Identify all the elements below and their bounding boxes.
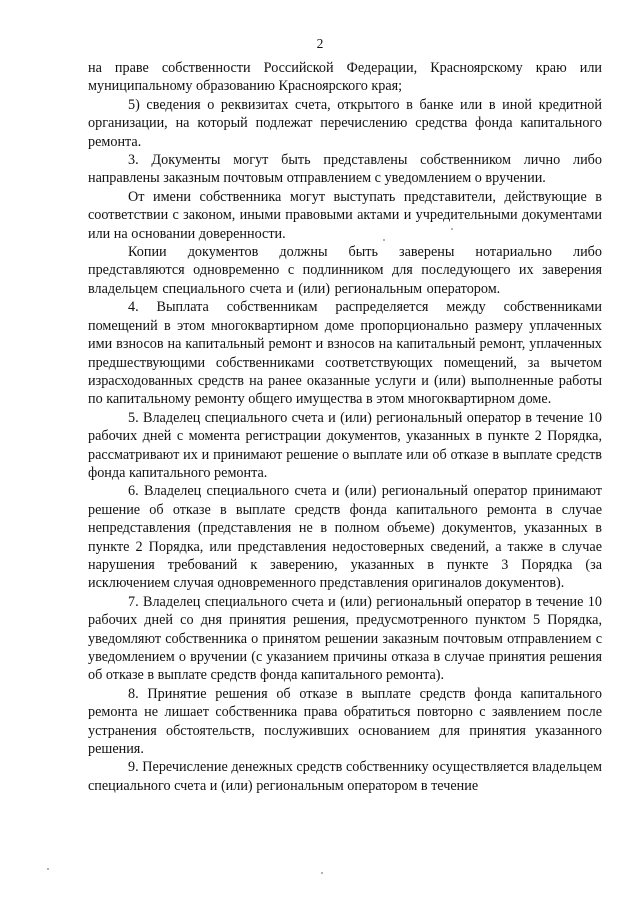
paragraph-continuation: на праве собственности Российской Федерации, Красноярскому краю или муниципальному образованию Красноярского края; [88,60,602,95]
page-number: 2 [316,36,324,51]
paragraph-item-6-refusal: 6. Владелец специального счета и (или) региональный оператор принимают решение об отказе в выплате средств фонда капитального ремонта в случае непредставления (представления не в полном объеме) документов, указанных в пункте 2 Порядка, или представления недостоверных сведений, а также в случае нарушения требований к заверению, указанных в пункте 3 Порядка (за исключением случая одновременного представления оригиналов документов). [88,483,602,592]
paragraph-item-7-notification: 7. Владелец специального счета и (или) региональный оператор в течение 10 рабочих дней со дня принятия решения, предусмотренного пунктом 5 Порядка, уведомляют собственника о принятом решении заказным почтовым отправлением с уведомлением о вручении (с указанием причины отказа в случае принятия решения об отказе в выплате средств фонда капитального ремонта). [88,593,602,684]
scan-speck [321,872,323,874]
document-body [88,59,602,795]
paragraph-representatives: От имени собственника могут выступать представители, действующие в соответствии с законом, иными правовыми актами и учредительными документами или на основании доверенности. [88,188,602,242]
scan-speck [451,228,453,230]
paragraph-item-8-reapply: 8. Принятие решения об отказе в выплате средств фонда капитального ремонта не лишает собственника права обратиться повторно с заявлением после устранения обстоятельств, послуживших основанием для принятия указанного решения. [88,685,602,758]
paragraph-item-3-submission: 3. Документы могут быть представлены собственником лично либо направлены заказным почтовым отправлением с уведомлением о вручении. [88,152,602,187]
paragraph-item-4-payment: 4. Выплата собственникам распределяется между собственниками помещений в этом многоквартирном доме пропорционально размеру уплаченных ими взносов на капитальный ремонт и взносов на капитальный ремонт, уплаченных предшествующими собственниками соответствующих помещений, за вычетом израсходованных средств на ранее оказанные услуги и (или) выполненные работы по капитальному ремонту общего имущества в этом многоквартирном доме. [88,299,602,408]
paragraph-item-5-requisites: 5) сведения о реквизитах счета, открытого в банке или в иной кредитной организации, на который подлежат перечислению средства фонда капитального ремонта. [88,96,602,150]
scan-speck [383,239,385,241]
paragraph-item-9-transfer: 9. Перечисление денежных средств собственнику осуществляется владельцем специального счета и (или) региональным оператором в течение [88,759,602,794]
paragraph-item-5-decision: 5. Владелец специального счета и (или) региональный оператор в течение 10 рабочих дней с момента регистрации документов, указанных в пункте 2 Порядка, рассматривают их и принимают решение о выплате или об отказе в выплате средств фонда капитального ремонта. [88,409,602,481]
paragraph-copies: Копии документов должны быть заверены нотариально либо представляются одновременно с подлинником для последующего их заверения владельцем специального счета и (или) региональным оператором. [88,244,602,297]
scan-speck [47,868,49,870]
